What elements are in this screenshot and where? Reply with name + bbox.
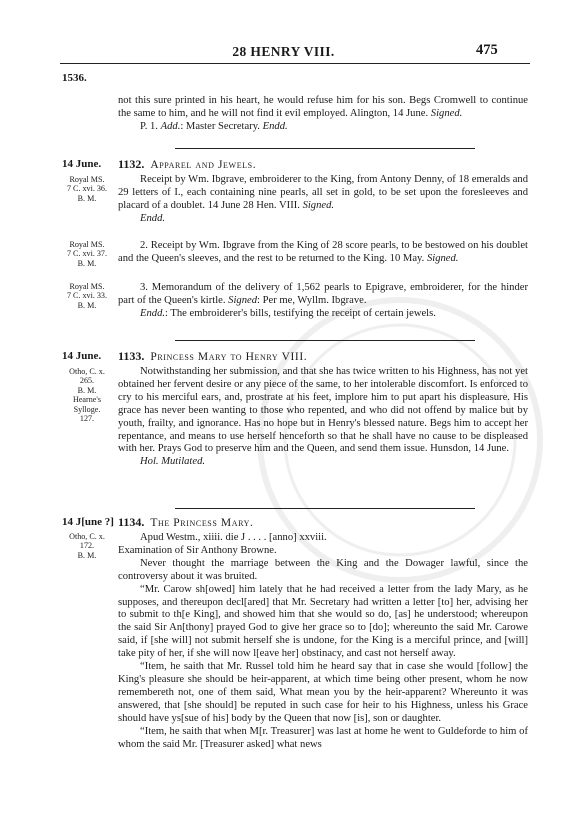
item-text: Receipt by Wm. Ibgrave, embroiderer to the King, from Antony Denny, of 18 emeralds and 29 letters of I., each containing nine pearls, all set in gold, to be set upon the foresleeves and placard of a doublet. 14 June 28 Hen. VIII. Signed. — [118, 174, 528, 211]
entry-number: 1133. — [118, 349, 145, 363]
section-divider — [175, 148, 475, 149]
entry-heading — [118, 515, 253, 530]
document-subtitle: Examination of Sir Anthony Browne. — [118, 544, 277, 556]
entry-title: Princess Mary to Henry VIII. — [150, 351, 308, 363]
examination-paragraph: “Item, he saith that when M[r. Treasurer] was last at home he went to Guldeforde to him of whom the said Mr. [Treasurer asked] what news — [118, 725, 528, 750]
continuation-block — [118, 95, 528, 134]
entry-item — [118, 240, 528, 266]
margin-reference: Royal MS. 7 C. xvi. 36. B. M. — [66, 175, 108, 203]
entry-body — [118, 366, 528, 469]
entry-title: Apparel and Jewels. — [150, 159, 257, 171]
margin-reference: Royal MS. 7 C. xvi. 37. B. M. — [66, 240, 108, 268]
entry-date: 14 J[une ?] — [62, 516, 114, 528]
entry-item — [118, 174, 528, 226]
page-number: 475 — [476, 42, 498, 58]
section-divider — [175, 508, 475, 509]
running-title: 28 HENRY VIII. — [232, 44, 335, 59]
item-note: Endd. — [140, 212, 166, 224]
item-text: 3. Memorandum of the delivery of 1,562 pearls to Epigrave, embroiderer, for the hinder part of the Queen's kirtle. Signed: Per me, Wyllm. Ibgrave. — [118, 282, 528, 306]
document-opening: Apud Westm., xiiii. die J . . . . [anno] xxviii. — [140, 532, 327, 543]
entry-heading — [118, 349, 307, 364]
year-marker: 1536. — [62, 72, 87, 84]
letter-summary: Notwithstanding her submission, and that she has twice written to his Highness, has not yet obtained her fervent desire or any piece of the same, to her intolerable discomfort. Is enforced to cry to his merciful ears, and, prostrate at his feet, implore him to put apart his displeasure. His grace has never been wanting to those who repented, and who did not offend by malice but by youth, frailty, and ignorance. Has no hope but in Henry's blessed nature. Begs him to accept her repentance, and means to use herself henceforth so that he shall have no cause to be displeased with her. Prays God to preserve him and the Queen, and send them issue. Hunsdon, 14 June. — [118, 366, 528, 455]
entry-number: 1134. — [118, 515, 145, 529]
entry-item — [118, 282, 528, 321]
entry-heading — [118, 157, 256, 172]
margin-reference: Otho, C. x. 265. B. M. Hearne's Sylloge. 127. — [69, 367, 105, 424]
header-rule — [60, 63, 530, 64]
examination-paragraph: Never thought the marriage between the King and the Dowager lawful, since the controversy about it was bruited. — [118, 557, 528, 582]
entry-date: 14 June. — [62, 350, 102, 362]
item-text: 2. Receipt by Wm. Ibgrave from the King of 28 score pearls, to be bestowed on his doublet and the Queen's sleeves, and the rest to be returned to the King. 10 May. Signed. — [118, 240, 528, 264]
continuation-endorsement: P. 1. Add.: Master Secretary. Endd. — [140, 120, 288, 132]
entry-note: Hol. Mutilated. — [140, 456, 206, 468]
section-divider — [175, 340, 475, 341]
entry-date: 14 June. — [62, 158, 102, 170]
entry-title: The Princess Mary. — [150, 517, 254, 529]
entry-number: 1132. — [118, 157, 145, 171]
margin-reference: Royal MS. 7 C. xvi. 33. B. M. — [66, 282, 108, 310]
item-note: Endd.: The embroiderer's bills, testifying the receipt of certain jewels. — [140, 307, 436, 319]
continuation-text: not this sure printed in his heart, he would refuse him for his son. Begs Cromwell to continue the same to him, and he will not find it evil employed. Alington, 14 June. Signed. — [118, 95, 528, 119]
examination-paragraph: “Mr. Carow sh[owed] him lately that he had received a letter from the lady Mary, as he supposes, and thereupon decl[ared] that Mr. Secretary had written a letter [to] her, advising her to submit to th[e King], and showed him that she would so do, [as] he understood; whereupon the said Sir An[thony] prayed God to give her grace so to [do]; whereunto the said Mr. Carowe said, if [she will] not submit herself she is undone, for the King is a merciful prince, and [will] take pity of her, if she will now l[eave her] obstinacy, and cast not herself away. — [118, 583, 528, 660]
entry-body — [118, 532, 528, 751]
examination-paragraph: “Item, he saith that Mr. Russel told him he heard say that in case she would [follow] the King's pleasure she should be heir-apparent, at which time being other present, whom he now remembereth not, one of them said, What mean you by the heir-apparent? Whereunto it was answered, that [she should] be reputed in such case for heir to his Highness, unless his Grace should have ys[sue of his] body by the Queen that now [is], son or daughter. — [118, 661, 528, 724]
margin-reference: Otho, C. x. 172. B. M. — [69, 532, 105, 560]
